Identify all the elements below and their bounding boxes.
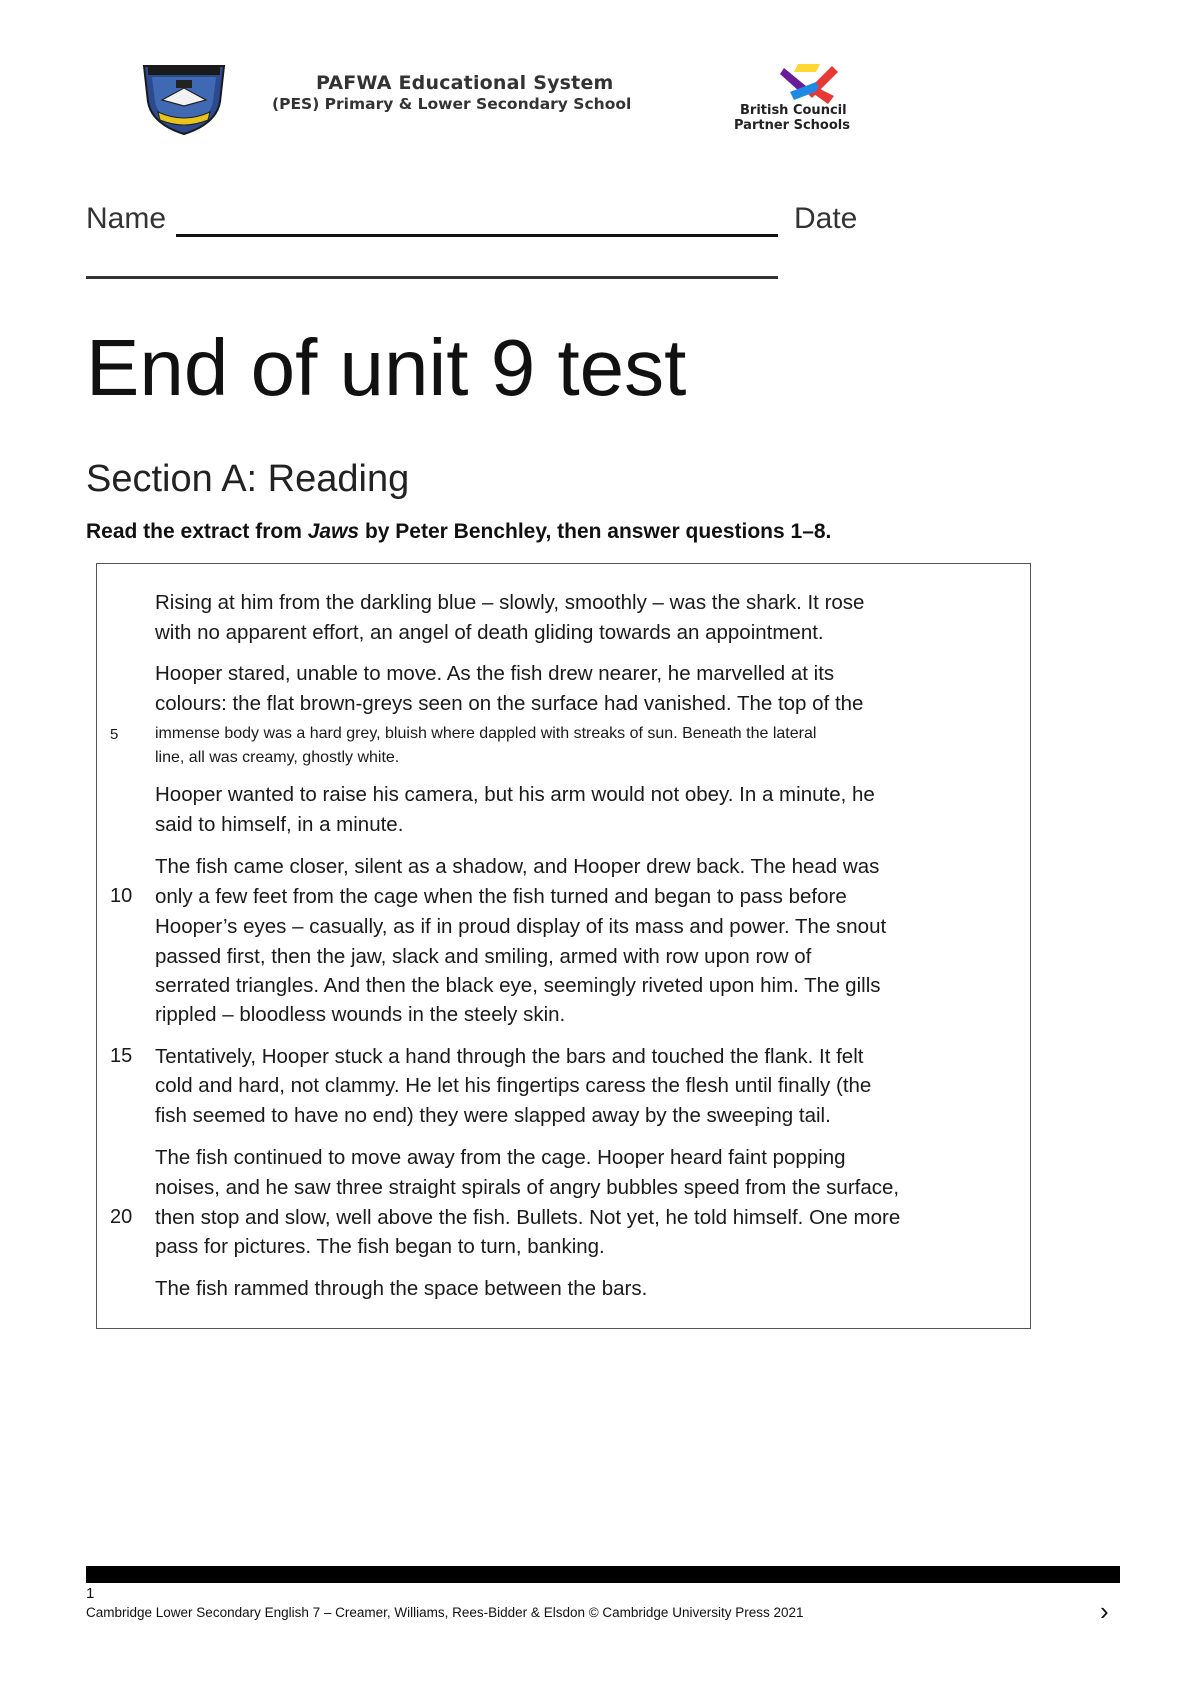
extract-line: colours: the flat brown-greys seen on the surface had vanished. The top of the xyxy=(155,692,864,715)
partner-subtitle: Partner Schools xyxy=(734,118,850,133)
extract-line: said to himself, in a minute. xyxy=(155,813,404,836)
extract-line: then stop and slow, well above the fish. Bullets. Not yet, he told himself. One more xyxy=(155,1206,901,1229)
british-council-logo xyxy=(776,62,840,106)
extract-line: fish seemed to have no end) they were slapped away by the sweeping tail. xyxy=(155,1104,831,1127)
extract-line: Hooper stared, unable to move. As the fish drew nearer, he marvelled at its xyxy=(155,662,835,685)
extract-line: Hooper wanted to raise his camera, but his arm would not obey. In a minute, he xyxy=(155,783,875,806)
extract-line: The fish continued to move away from the cage. Hooper heard faint popping xyxy=(155,1146,846,1169)
book-title: Jaws xyxy=(307,520,360,543)
instructions-text-end: by Peter Benchley, then answer questions 1–8. xyxy=(359,520,832,543)
extract-line: Rising at him from the darkling blue – slowly, smoothly – was the shark. It rose xyxy=(155,591,865,614)
extract-line: serrated triangles. And then the black eye, seemingly riveted upon him. The gills xyxy=(155,974,881,997)
page-title: End of unit 9 test xyxy=(86,323,687,412)
date-write-line[interactable] xyxy=(86,276,778,279)
extract-line: pass for pictures. The fish began to turn, banking. xyxy=(155,1235,605,1258)
line-number: 10 xyxy=(110,885,133,907)
page-number: 1 xyxy=(86,1585,95,1602)
school-subtitle: (PES) Primary & Lower Secondary School xyxy=(272,95,632,113)
section-heading: Section A: Reading xyxy=(86,458,410,500)
extract-line: noises, and he saw three straight spirals of angry bubbles speed from the surface, xyxy=(155,1176,900,1199)
extract-line: The fish rammed through the space between the bars. xyxy=(155,1277,648,1300)
date-label: Date xyxy=(794,202,858,235)
extract-line: with no apparent effort, an angel of death gliding towards an appointment. xyxy=(155,621,824,644)
partner-name: British Council xyxy=(740,103,847,118)
extract-line: only a few feet from the cage when the fish turned and began to pass before xyxy=(155,885,847,908)
next-page-icon: › xyxy=(1100,1596,1109,1626)
extract-line: rippled – bloodless wounds in the steely skin. xyxy=(155,1003,566,1026)
line-number: 20 xyxy=(110,1206,133,1228)
extract-line: line, all was creamy, ghostly white. xyxy=(155,749,400,766)
extract-line: The fish came closer, silent as a shadow, and Hooper drew back. The head was xyxy=(155,855,880,878)
instructions-text: Read the extract from xyxy=(86,520,308,543)
extract-line: passed first, then the jaw, slack and smiling, armed with row upon row of xyxy=(155,945,812,968)
extract-line: Hooper’s eyes – casually, as if in proud display of its mass and power. The snout xyxy=(155,915,887,938)
extract-line: immense body was a hard grey, bluish where dappled with streaks of sun. Beneath the lateral xyxy=(155,725,817,742)
school-name: PAFWA Educational System xyxy=(316,72,614,94)
extract-line: cold and hard, not clammy. He let his fingertips caress the flesh until finally (the xyxy=(155,1074,872,1097)
name-write-line[interactable] xyxy=(176,234,778,237)
footer-bar xyxy=(86,1566,1120,1583)
extract-line: Tentatively, Hooper stuck a hand through the bars and touched the flank. It felt xyxy=(155,1045,864,1068)
school-crest-logo xyxy=(138,62,230,136)
footer-credit: Cambridge Lower Secondary English 7 – Creamer, Williams, Rees-Bidder & Elsdon © Cambridge University Press 2021 xyxy=(86,1605,804,1620)
line-number: 15 xyxy=(110,1045,133,1067)
reading-instructions xyxy=(86,520,831,544)
line-number: 5 xyxy=(110,726,119,743)
name-label: Name xyxy=(86,202,167,235)
